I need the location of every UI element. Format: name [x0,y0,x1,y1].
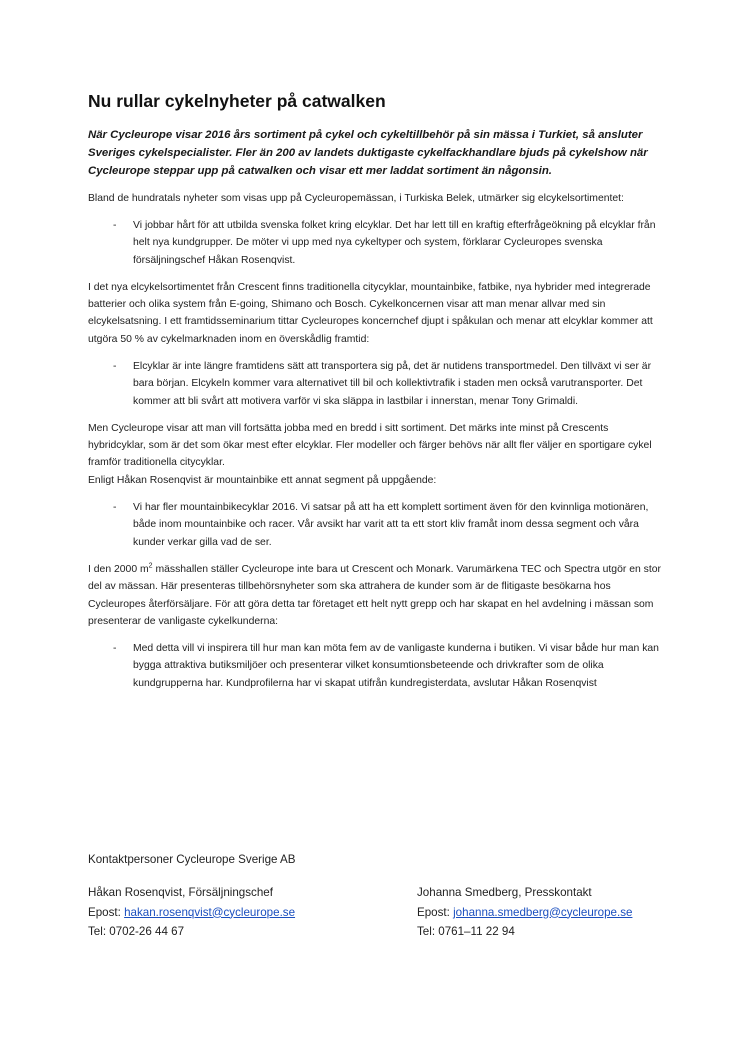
superscript-2: 2 [148,562,153,570]
paragraph-4: Enligt Håkan Rosenqvist är mountainbike ett annat segment på uppgående: [88,474,437,486]
contact-sales [88,883,368,942]
page-title: Nu rullar cykelnyheter på catwalken [88,91,386,111]
paragraph-5-rest: mässhallen ställer Cycleurope inte bara ut Crescent och Monark. Varumärkena TEC och Spectra utgör en stor del av mässan. Här presenteras tillbehörsnyheter som ska attrahera de kunder som är de flitigaste besökarna hos Cycleuropes återförsäljare. För att göra detta tar företaget ett helt nytt grepp och har skapat en hel avdelning i mässan som presenterar de vanligaste cykelkunderna: [88,563,661,627]
contact-phone: Tel: 0761–11 22 94 [417,925,515,938]
paragraph-5-start: I den 2000 m [88,563,149,575]
paragraph-1: Bland de hundratals nyheter som visas upp på Cycleuropemässan, i Turkiska Belek, utmärker sig elcykelsortimentet: [88,192,624,204]
contact-phone: Tel: 0702-26 44 67 [88,925,185,938]
email-label: Epost: [88,905,125,919]
quote-dash: - [113,643,117,655]
quote-dash: - [113,219,117,231]
contact-name-role: Håkan Rosenqvist, Försäljningschef [88,886,273,899]
quote-1-text: Vi jobbar hårt för att utbilda svenska folket kring elcyklar. Det har lett till en kraftig efterfrågeökning på elcyklar från helt nya kundgrupper. De möter vi upp med nya cykeltyper och system, förklarar Cycleuropes svenska försäljningschef Håkan Rosenqvist. [133,219,656,266]
quote-4 [88,640,663,692]
quote-2-text: Elcyklar är inte längre framtidens sätt att transportera sig på, det är nutidens transportmedel. Den tillväxt vi ser är bara början. Elcykeln kommer vara alternativet till bil och kollektivtrafik i staden men också varutransporter. Det kommer att bli svårt att motivera varför vi ska släppa in lastbilar i innerstan, menar Tony Grimaldi. [133,360,652,407]
paragraph-2: I det nya elcykelsortimentet från Crescent finns traditionella citycyklar, mountainbike, fatbike, nya hybrider med integrerade batterier och olika system från E-going, Shimano och Bosch. Cykelkoncernen visar att man menar allvar med sin elcykelsatsning. I ett framtidsseminarium tittar Cycleuropes koncernchef djupt i spåkulan och menar att elcyklar kommer att utgöra 50 % av cykelmarknaden inom en överskådlig framtid: [88,281,653,345]
quote-3-text: Vi har fler mountainbikecyklar 2016. Vi satsar på att ha ett komplett sortiment även för den kvinnliga motionären, både inom mountainbike och racer. Vår avsikt har varit att ta ett stort kliv framåt inom dessa segment och våra kunder verkar gilla vad de ser. [133,502,649,548]
contact-name-role: Johanna Smedberg, Presskontakt [417,886,592,899]
email-label: Epost: [417,905,454,919]
quote-1 [88,217,663,269]
lead-paragraph: När Cycleurope visar 2016 års sortiment på cykel och cykeltillbehör på sin mässa i Turkiet, så ansluter Sveriges cykelspecialister. Fler än 200 av landets duktigaste cykelfackhandlare bjuds på cykelshow när Cycleurope steppar upp på catwalken och visar ett mer laddat sortiment än någonsin. [88,129,648,178]
paragraph-5 [88,561,663,630]
quote-dash: - [113,502,117,514]
quote-3 [88,499,663,551]
contacts-heading: Kontaktpersoner Cycleurope Sverige AB [88,853,296,866]
email-link-johanna[interactable]: johanna.smedberg@cycleurope.se [453,905,633,919]
paragraph-3: Men Cycleurope visar att man vill fortsätta jobba med en bredd i sitt sortiment. Det märks inte minst på Crescents hybridcyklar, som är det som ökar mest efter elcyklar. Fler modeller och färger behövs när allt fler väljer en sportigare cykel framför traditionella citycyklar. [88,422,652,469]
press-release-body [88,90,663,702]
quote-dash: - [113,360,117,372]
contact-email-line [417,903,697,923]
email-link-hakan[interactable]: hakan.rosenqvist@cycleurope.se [124,905,296,919]
contacts-section [88,852,688,938]
contact-email-line [88,903,368,923]
quote-4-text: Med detta vill vi inspirera till hur man kan möta fem av de vanligaste kunderna i butiken. Vi visar både hur man kan bygga attraktiva butiksmiljöer och presenterar vilket konsumtionsbeteende och drivkrafter som de olika kundgrupperna har. Kundprofilerna har vi skapat utifrån kundregisterdata, avslutar Håkan Rosenqvist [133,643,659,689]
quote-2 [88,358,663,410]
contact-press [417,883,697,942]
